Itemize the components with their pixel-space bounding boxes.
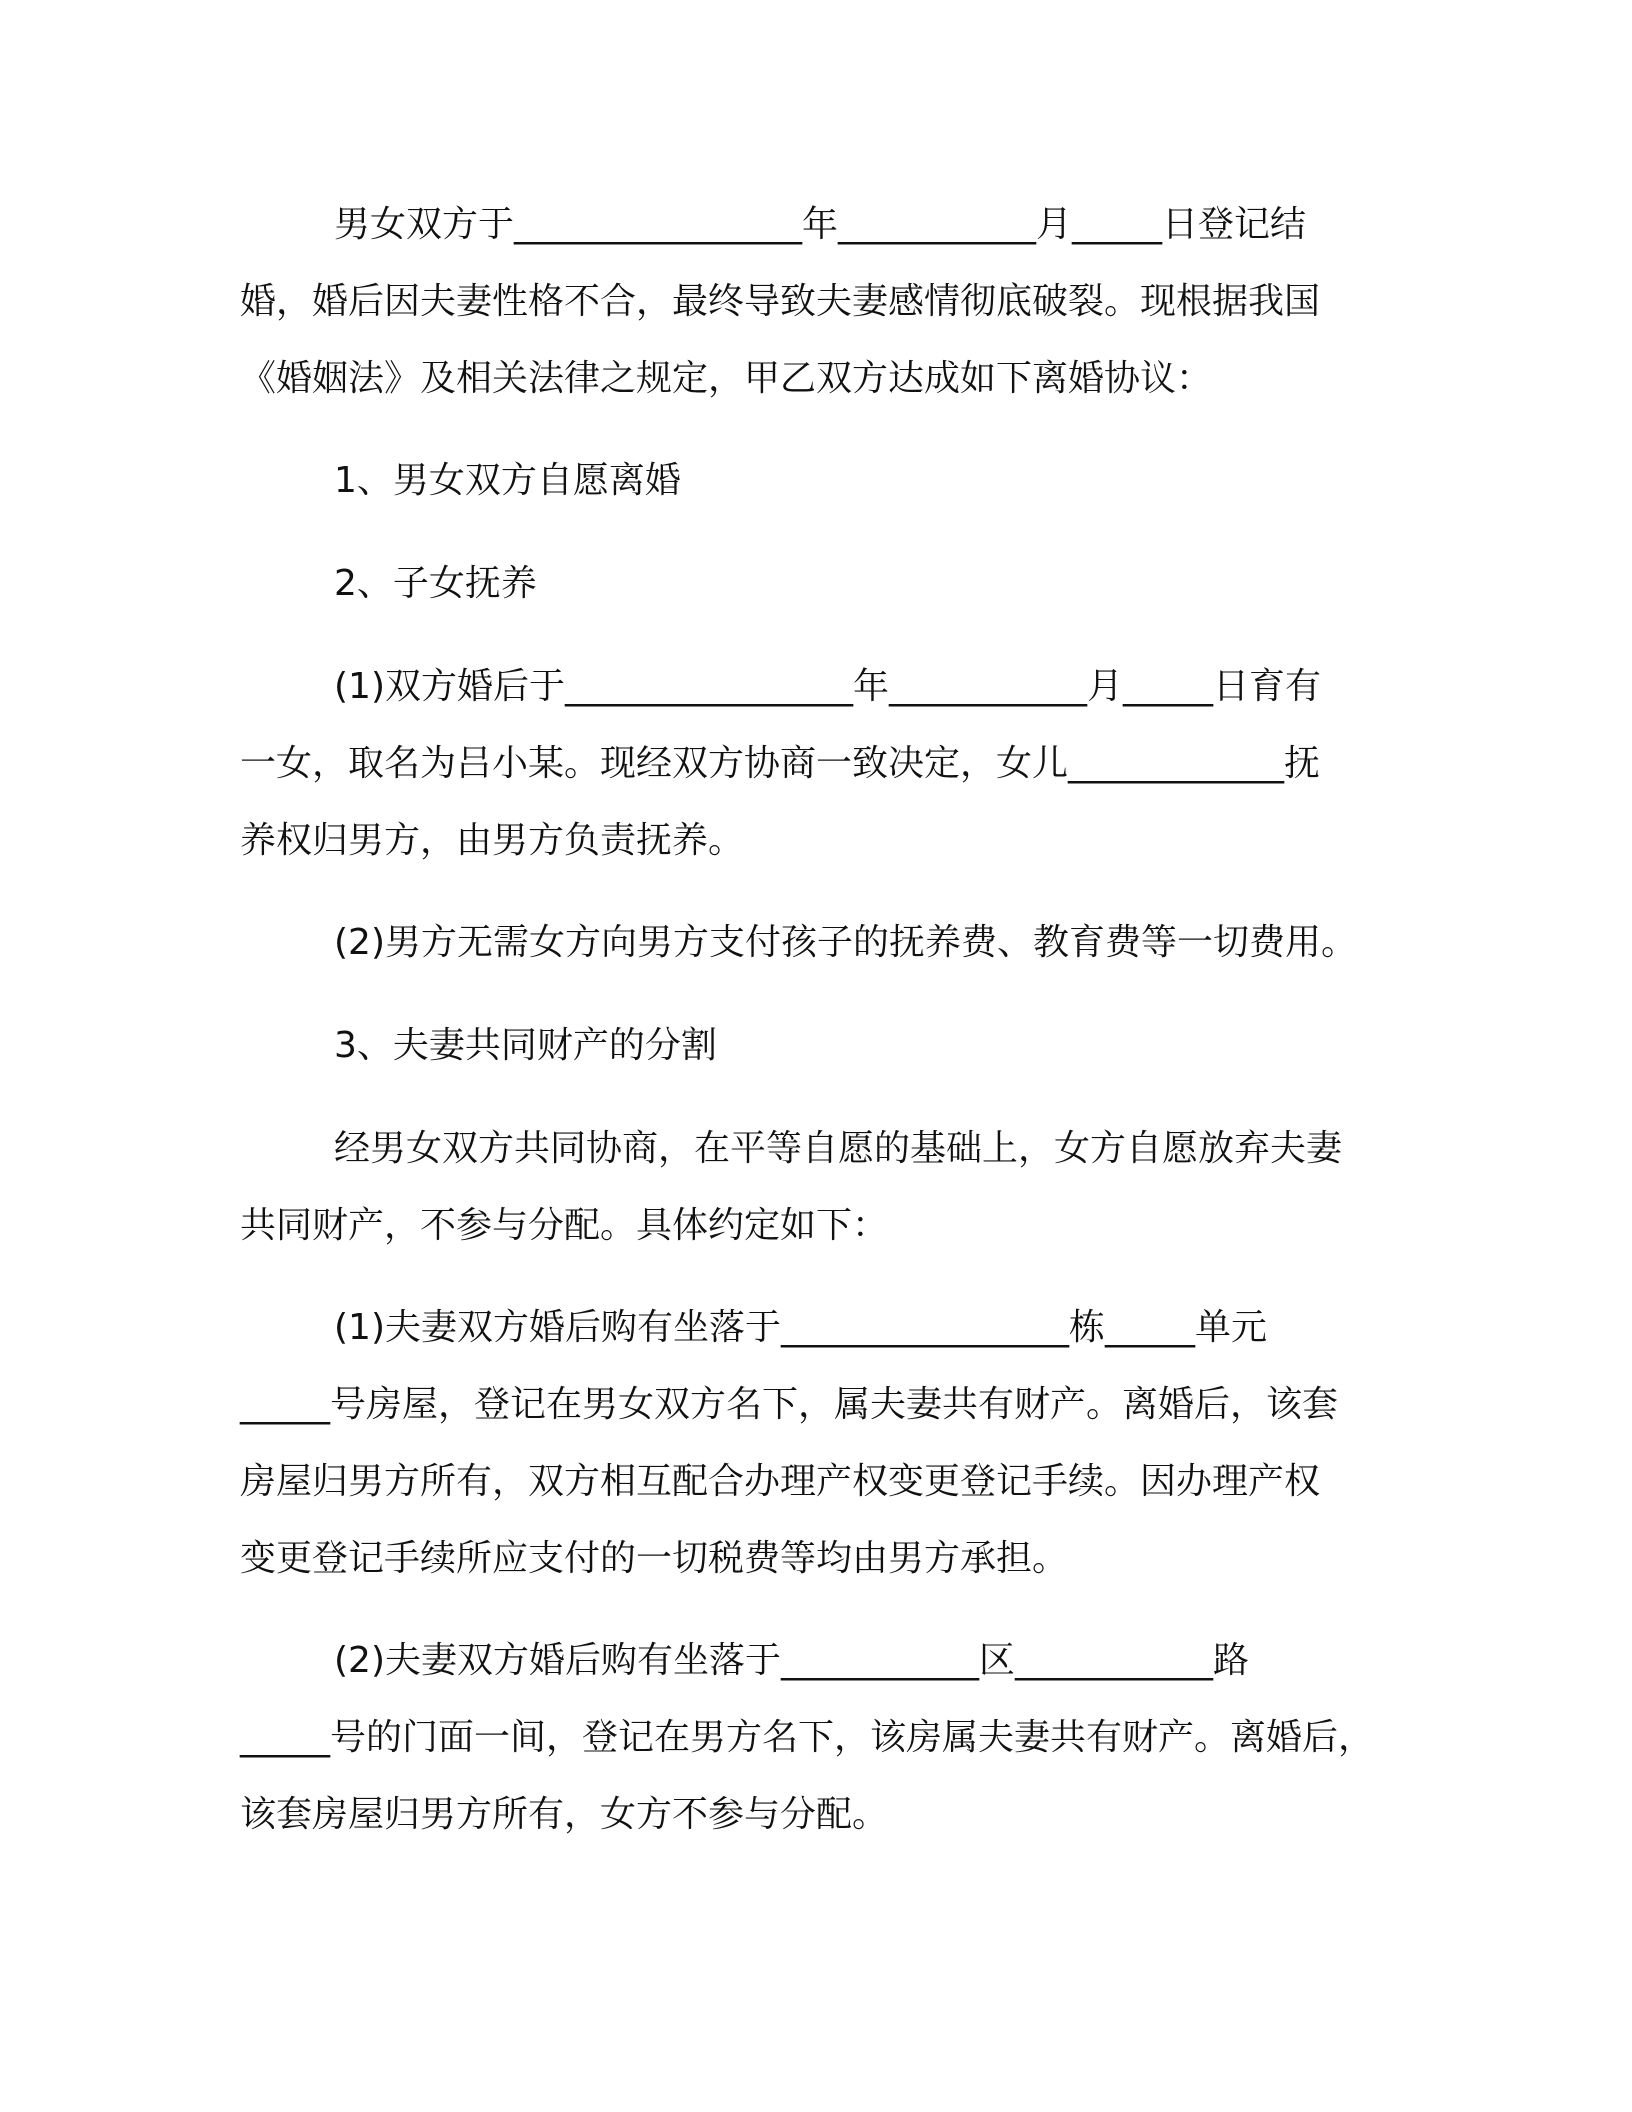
paragraph-child-support [240, 904, 1420, 981]
text-line: (1)双方婚后于________________年___________月_____日育有 [334, 666, 1321, 707]
text-line: 房屋归男方所有，双方相互配合办理产权变更登记手续。因办理产权 [240, 1461, 1321, 1502]
paragraph-property-house [240, 1289, 1420, 1597]
text-line: 1、男女双方自愿离婚 [334, 460, 681, 501]
text-line: _____号的门面一间，登记在男方名下，该房属夫妻共有财产。离婚后， [240, 1717, 1375, 1758]
text-line: (2)男方无需女方向男方支付孩子的抚养费、教育费等一切费用。 [334, 922, 1357, 963]
text-line: 该套房屋归男方所有，女方不参与分配。 [240, 1794, 889, 1835]
text-line: 变更登记手续所应支付的一切税费等均由男方承担。 [240, 1538, 1069, 1579]
document-body [240, 186, 1420, 1878]
text-line: (2)夫妻双方婚后购有坐落于___________区___________路 [334, 1640, 1249, 1681]
text-line: (1)夫妻双方婚后购有坐落于________________栋_____单元 [334, 1307, 1267, 1348]
text-line: 共同财产，不参与分配。具体约定如下： [240, 1205, 889, 1246]
text-line: 《婚姻法》及相关法律之规定，甲乙双方达成如下离婚协议： [240, 358, 1213, 399]
text-line: 婚，婚后因夫妻性格不合，最终导致夫妻感情彻底破裂。现根据我国 [240, 281, 1321, 322]
text-line: 养权归男方，由男方负责抚养。 [240, 820, 745, 861]
paragraph-property-intro [240, 1110, 1420, 1264]
text-line: 男女双方于________________年___________月_____日登记结 [334, 204, 1307, 245]
section-heading-3 [240, 1007, 1420, 1084]
section-heading-2 [240, 545, 1420, 622]
paragraph-child-custody [240, 648, 1420, 879]
paragraph-intro [240, 186, 1420, 417]
text-line: 3、夫妻共同财产的分割 [334, 1025, 717, 1066]
text-line: _____号房屋，登记在男女双方名下，属夫妻共有财产。离婚后，该套 [240, 1384, 1339, 1425]
text-line: 一女，取名为吕小某。现经双方协商一致决定，女儿____________抚 [240, 743, 1321, 784]
section-heading-1 [240, 442, 1420, 519]
paragraph-property-shop [240, 1622, 1420, 1853]
text-line: 经男女双方共同协商，在平等自愿的基础上，女方自愿放弃夫妻 [334, 1128, 1343, 1169]
text-line: 2、子女抚养 [334, 563, 537, 604]
